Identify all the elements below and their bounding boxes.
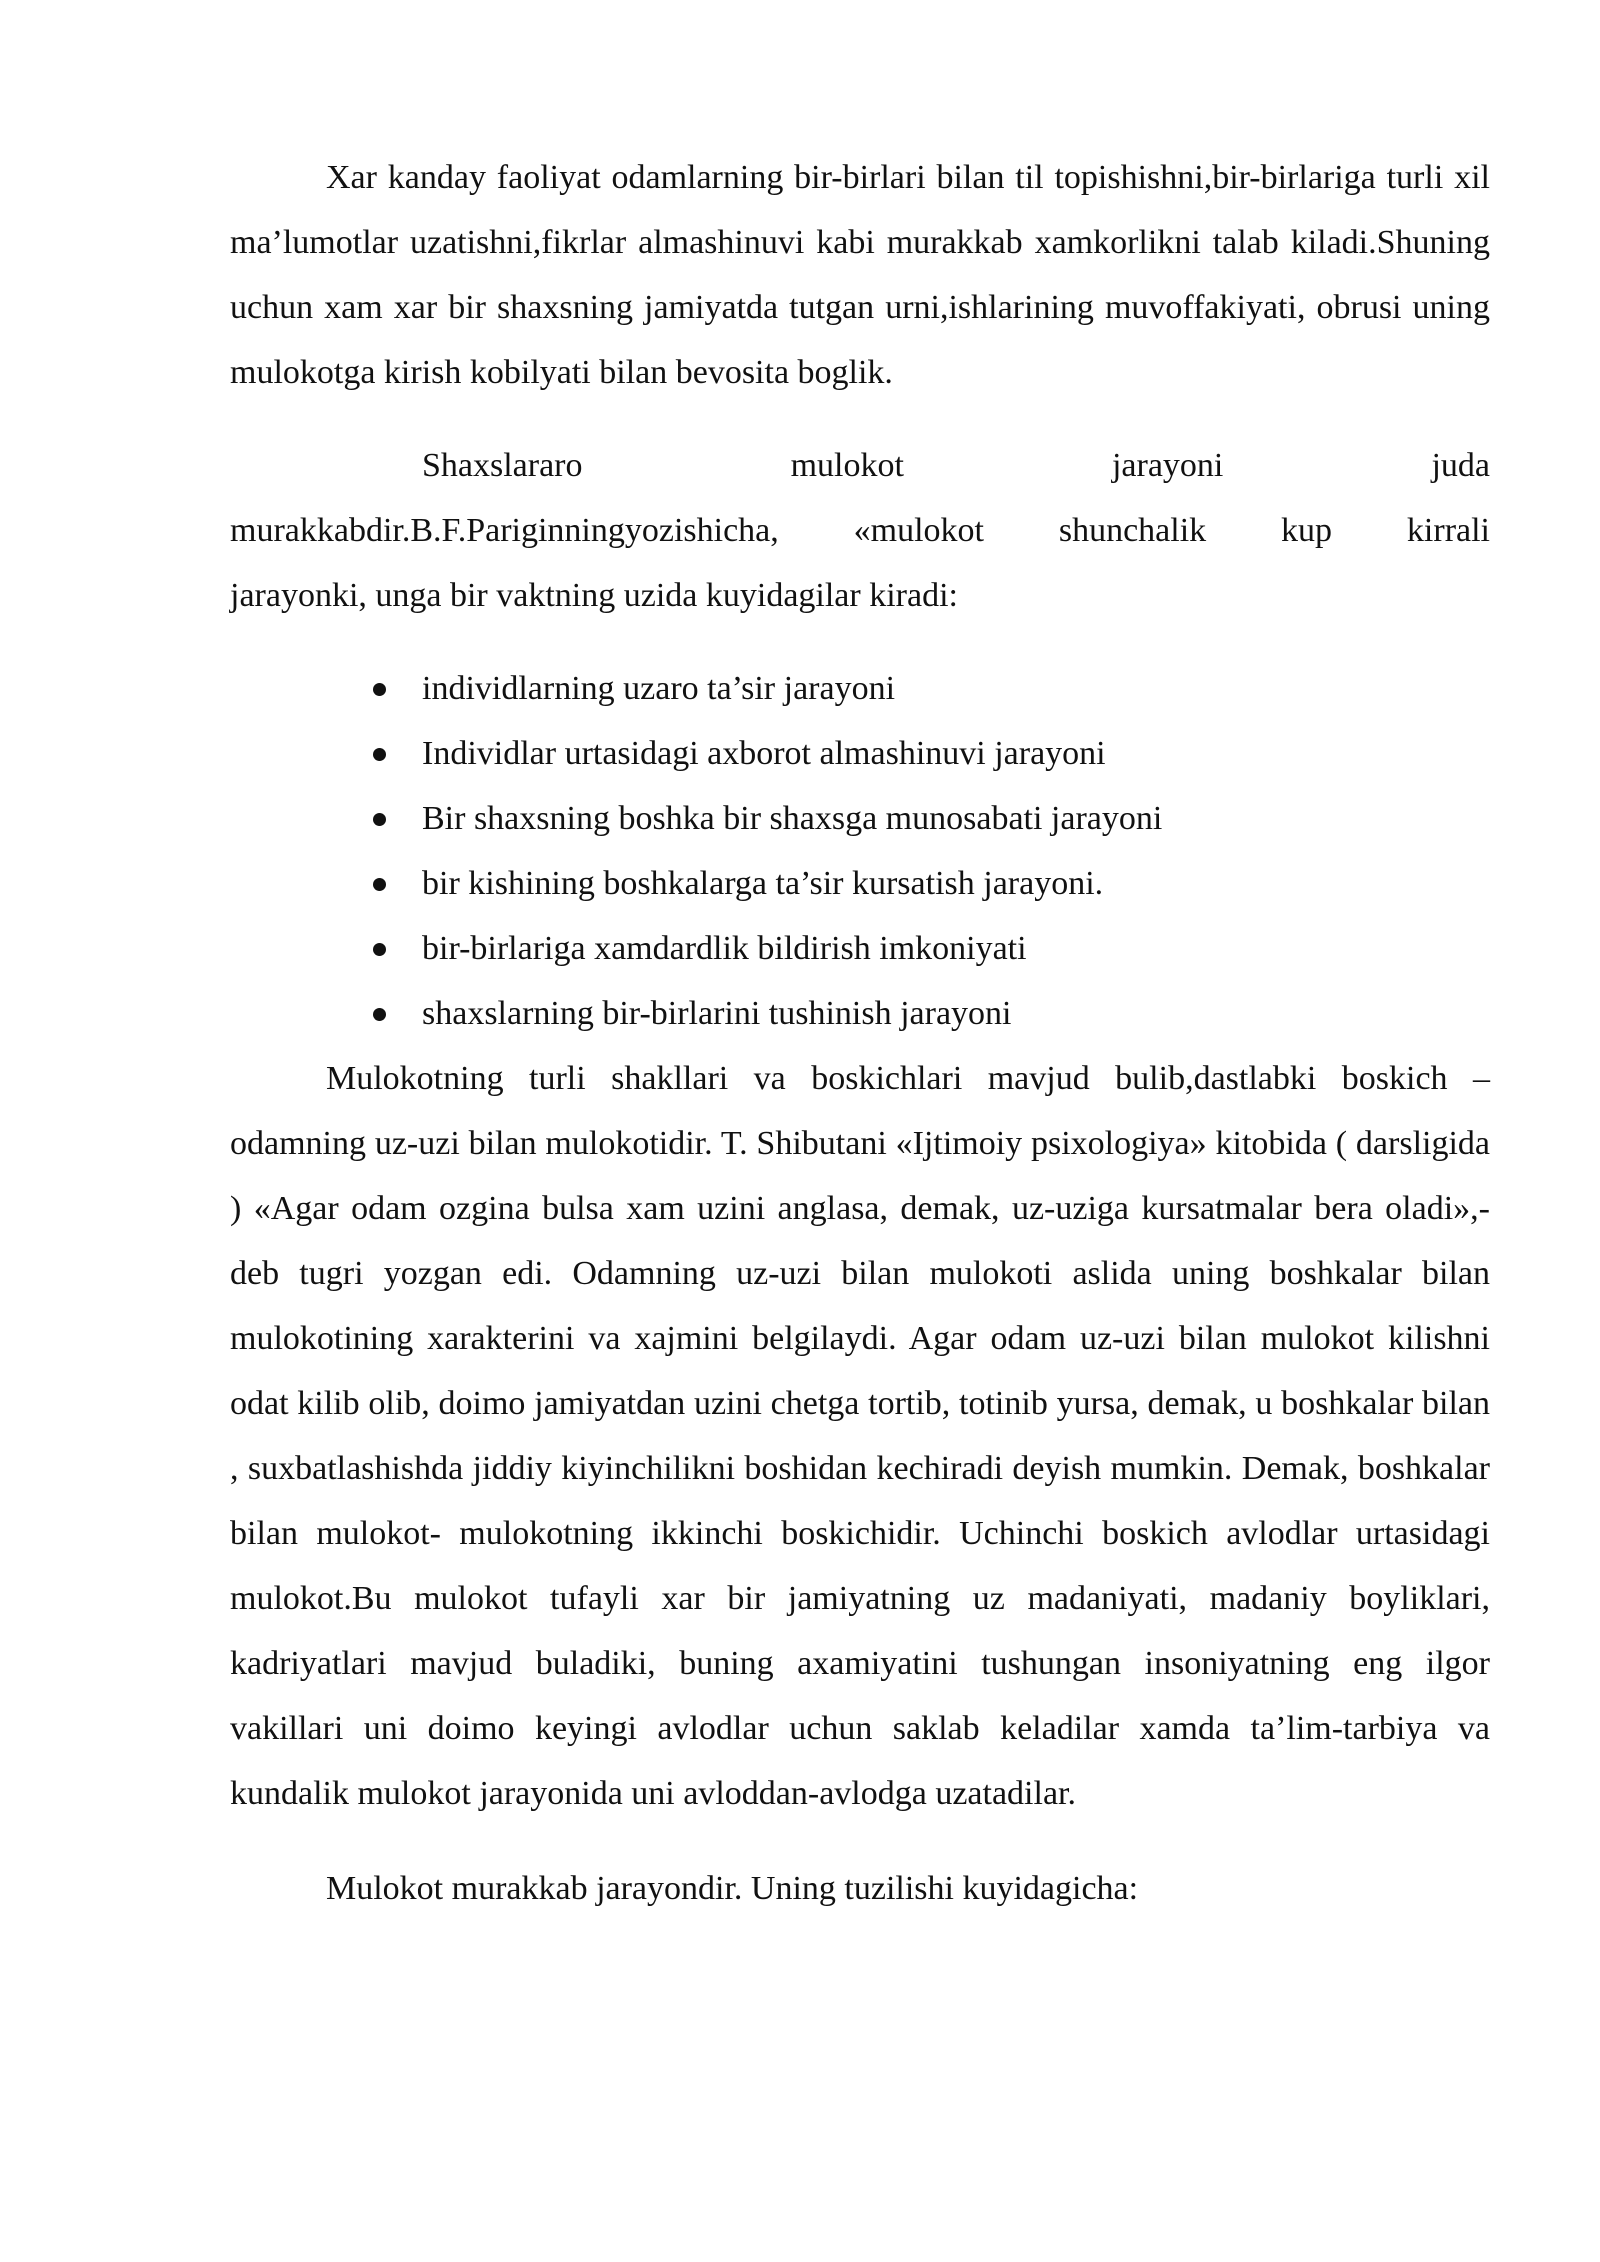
bullet-list (230, 656, 1490, 1046)
bullet-icon (373, 748, 386, 761)
word: kup (1281, 512, 1333, 549)
word: Shaxslararo (422, 447, 583, 484)
bullet-icon (373, 683, 386, 696)
bullet-icon (373, 813, 386, 826)
list-item-text: shaxslarning bir-birlarini tushinish jarayoni (422, 995, 1012, 1032)
bullet-icon (373, 878, 386, 891)
word: jarayoni (1111, 447, 1224, 484)
bullet-icon (373, 943, 386, 956)
list-item-text: individlarning uzaro ta’sir jarayoni (422, 670, 896, 707)
paragraph-intro: Xar kanday faoliyat odamlarning bir-birlari bilan til topishishni,bir-birlariga turli xil ma’lumotlar uzatishni,fikrlar almashinuvi kabi murakkab xamkorlikni talab kiladi.Shuning uchun xam xar bir shaxsning jamiyatda tutgan urni,ishlarining muvoffakiyati, obrusi uning mulokotga kirish kobilyati bilan bevosita boglik. (230, 159, 1490, 391)
list-item-text: bir-birlariga xamdardlik bildirish imkoniyati (422, 930, 1027, 967)
list-item-text: Bir shaxsning boshka bir shaxsga munosabati jarayoni (422, 800, 1163, 837)
document-page (230, 145, 1490, 1921)
word: mulokot (790, 447, 904, 484)
word: kirrali (1406, 512, 1490, 549)
list-item (230, 981, 1490, 1046)
list-item (230, 786, 1490, 851)
list-item (230, 916, 1490, 981)
list-item (230, 656, 1490, 721)
paragraph-structure: Mulokot murakkab jarayondir. Uning tuzilishi kuyidagicha: (326, 1870, 1139, 1907)
list-item-text: bir kishining boshkalarga ta’sir kursatish jarayoni. (422, 865, 1104, 902)
paragraph-line-1 (230, 433, 1490, 498)
word: murakkabdir.B.F.Pariginningyozishicha, (230, 512, 779, 549)
list-item (230, 851, 1490, 916)
list-item-text: Individlar urtasidagi axborot almashinuvi jarayoni (422, 735, 1106, 772)
paragraph-communication-process (230, 433, 1490, 628)
paragraph-stages: Mulokotning turli shakllari va boskichlari mavjud bulib,dastlabki boskich – odamning uz-uzi bilan mulokotidir. T. Shibutani «Ijtimoiy psixologiya» kitobida ( darsligida ) «Agar odam ozgina bulsa xam uzini anglasa, demak, uz-uziga kursatmalar bera oladi»,-deb tugri yozgan edi. Odamning uz-uzi bilan mulokoti aslida uning boshkalar bilan mulokotining xarakterini va xajmini belgilaydi. Agar odam uz-uzi bilan mulokot kilishni odat kilib olib, doimo jamiyatdan uzini chetga tortib, totinib yursa, demak, u boshkalar bilan , suxbatlashishda jiddiy kiyinchilikni boshidan kechiradi deyish mumkin. Demak, boshkalar bilan mulokot- mulokotning ikkinchi boskichidir. Uchinchi boskich avlodlar urtasidagi mulokot.Bu mulokot tufayli xar bir jamiyatning uz madaniyati, madaniy boyliklari, kadriyatlari mavjud buladiki, buning axamiyatini tushungan insoniyatning eng ilgor vakillari uni doimo keyingi avlodlar uchun saklab keladilar xamda ta’lim-tarbiya va kundalik mulokot jarayonida uni avloddan-avlodga uzatadilar. (230, 1060, 1490, 1812)
paragraph-line-2 (230, 498, 1490, 563)
word: juda (1431, 447, 1490, 484)
list-item (230, 721, 1490, 786)
paragraph-line-3: jarayonki, unga bir vaktning uzida kuyidagilar kiradi: (230, 577, 958, 614)
word: shunchalik (1058, 512, 1207, 549)
bullet-icon (373, 1008, 386, 1021)
word: «mulokot (853, 512, 984, 549)
